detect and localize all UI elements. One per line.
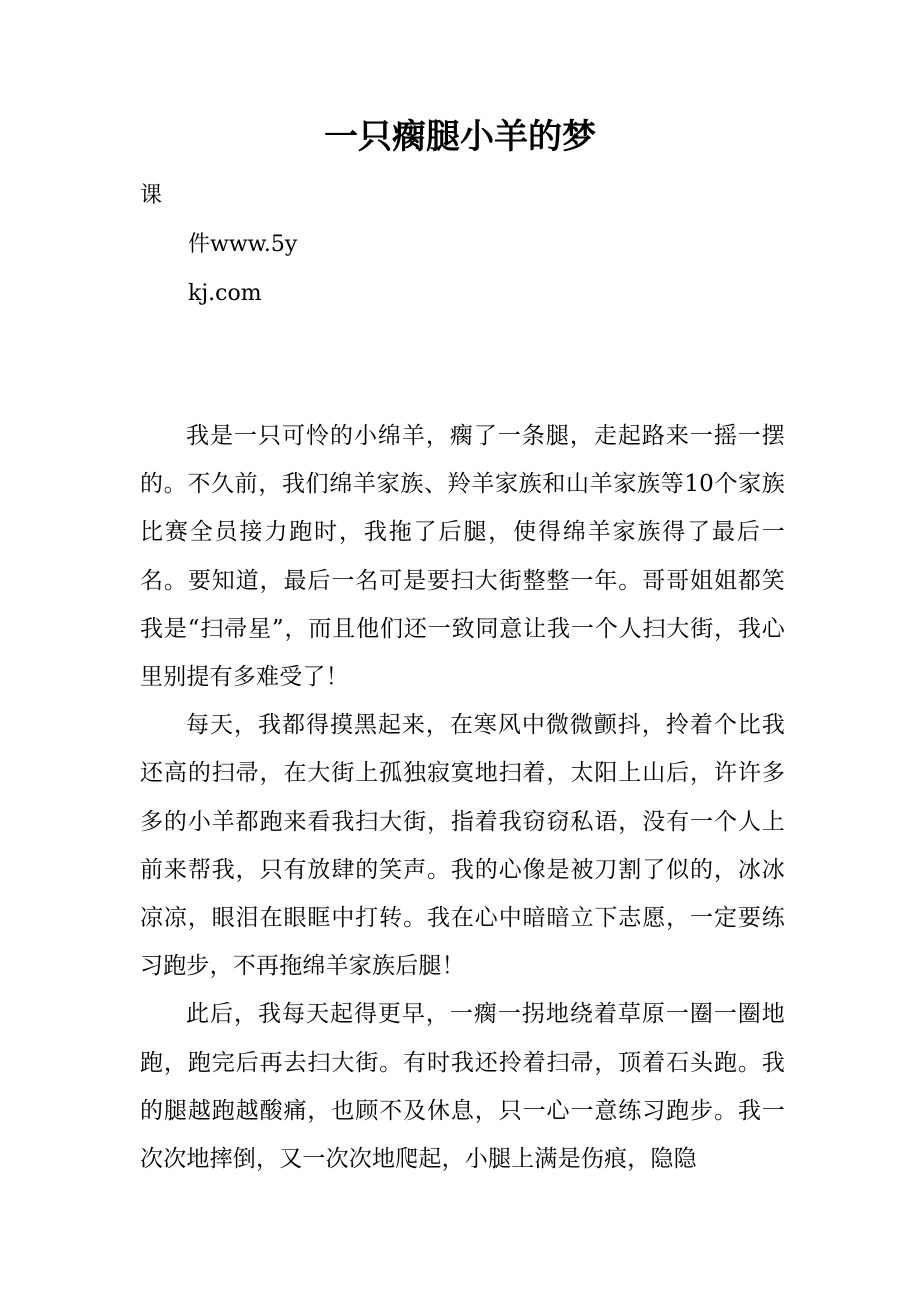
source-line-3: kj.com (188, 281, 262, 306)
paragraph-2: 每天，我都得摸黑起来，在寒风中微微颤抖，拎着个比我还高的扫帚，在大街上孤独寂寞地扫着，太阳上山后，许许多多的小羊都跑来看我扫大街，指着我窃窃私语，没有一个人上前来帮我，只有放肆的笑声。我的心像是被刀割了似的，冰冰凉凉，眼泪在眼眶中打转。我在心中暗暗立下志愿，一定要练习跑步，不再拖绵羊家族后腿！ (140, 712, 785, 980)
source-line-2: 件www.5y (188, 232, 298, 257)
source-line-1: 课 (140, 183, 163, 208)
document-title: 一只瘸腿小羊的梦 (324, 117, 596, 157)
paragraph-1: 我是一只可怜的小绵羊，瘸了一条腿，走起路来一摇一摆的。不久前，我们绵羊家族、羚羊家族和山羊家族等10个家族比赛全员接力跑时，我拖了后腿，使得绵羊家族得了最后一名。要知道，最后一名可是要扫大街整整一年。哥哥姐姐都笑我是“扫帚星”，而且他们还一致同意让我一个人扫大街，我心里别提有多难受了！ (140, 423, 785, 691)
paragraph-3: 此后，我每天起得更早，一瘸一拐地绕着草原一圈一圈地跑，跑完后再去扫大街。有时我还拎着扫帚，顶着石头跑。我的腿越跑越酸痛，也顾不及休息，只一心一意练习跑步。我一次次地摔倒，又一次次地爬起，小腿上满是伤痕，隐隐 (140, 1001, 785, 1173)
story-body (140, 412, 785, 1183)
